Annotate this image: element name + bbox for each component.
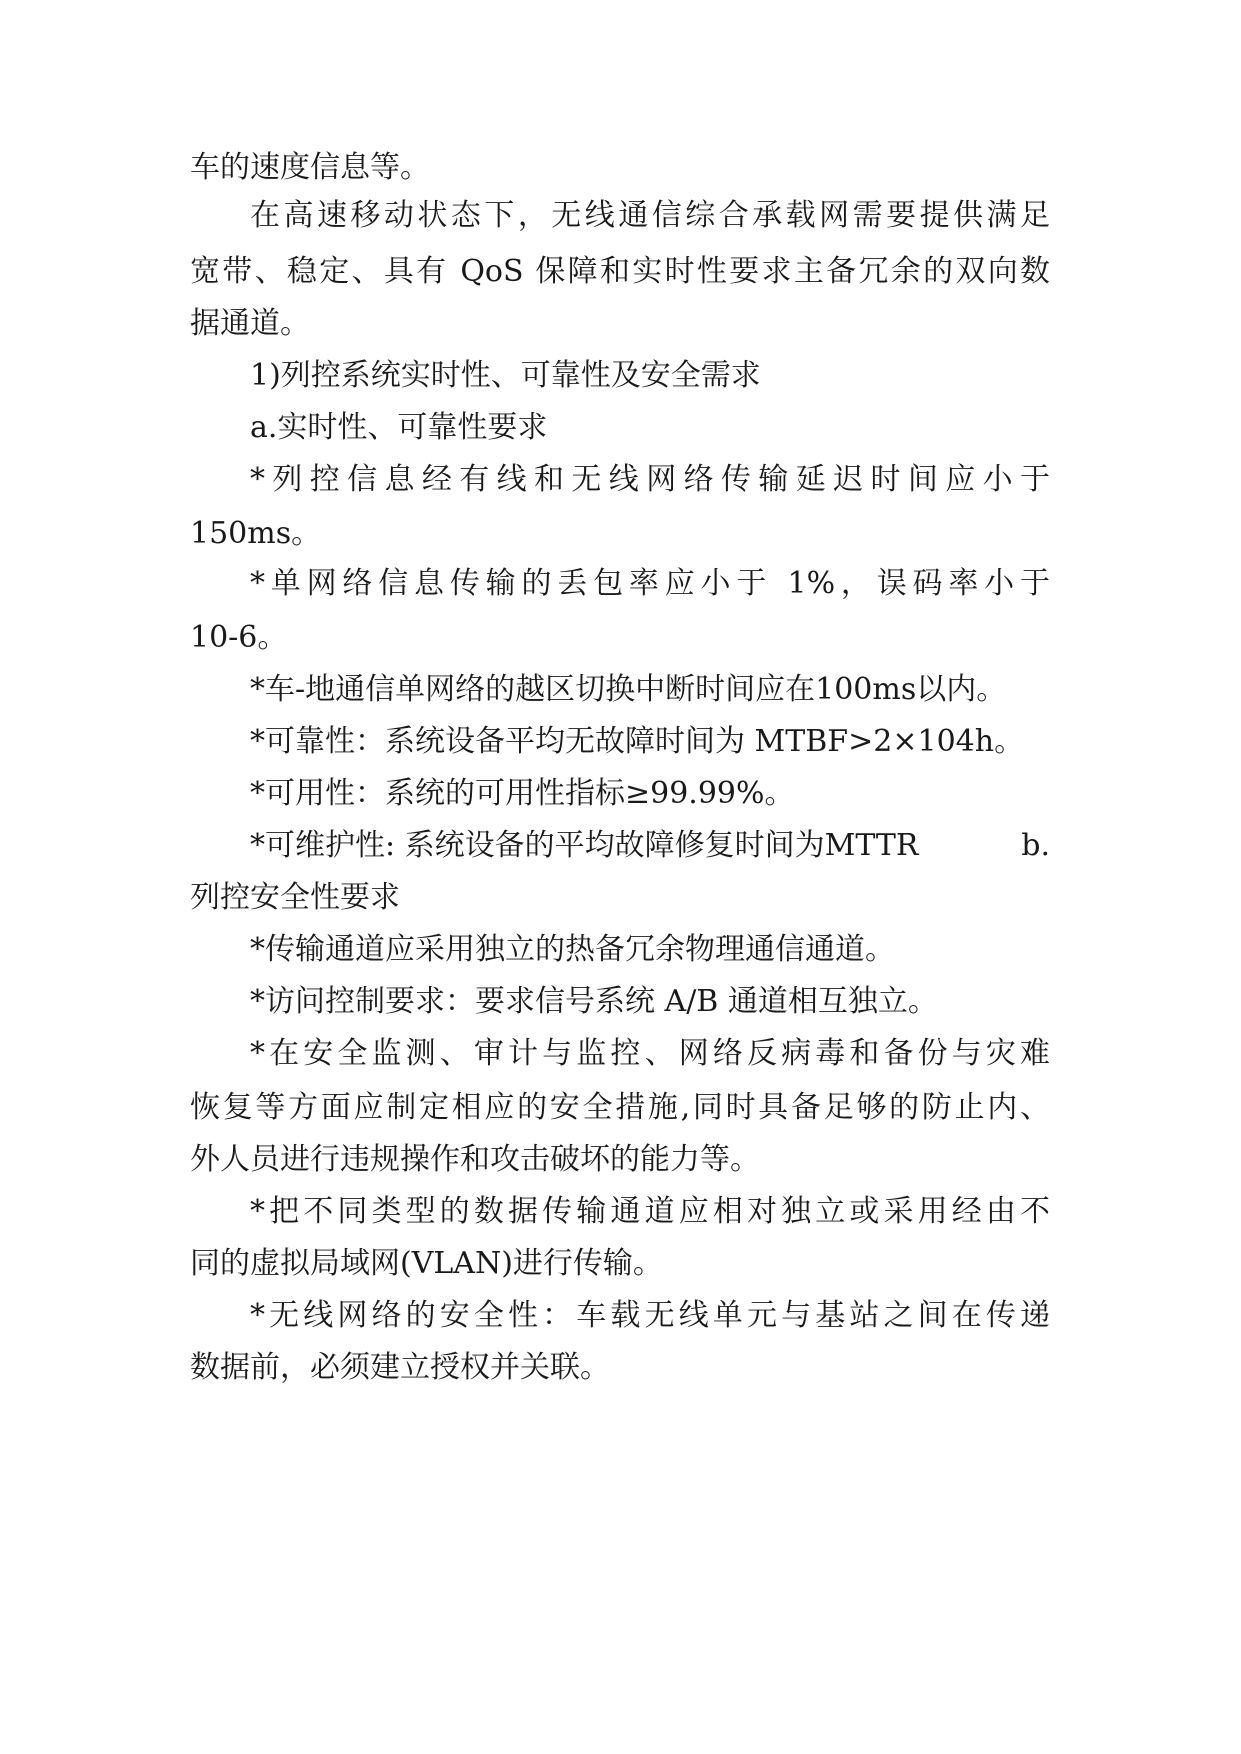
text-line: 车的速度信息等。 <box>190 150 430 185</box>
list-item: *车-地通信单网络的越区切换中断时间应在100ms以内。 <box>250 672 1007 707</box>
list-item-text: *可维护性: 系统设备的平均故障修复时间为MTTR <box>250 828 919 863</box>
text-line: 宽带、稳定、具有 QoS 保障和实时性要求主备冗余的双向数 <box>190 254 1050 289</box>
list-item: *单网络信息传输的丢包率应小于 1%，误码率小于 <box>250 566 1050 601</box>
list-item: *可用性：系统的可用性指标≥99.99%。 <box>250 776 795 811</box>
list-item: *传输通道应采用独立的热备冗余物理通信通道。 <box>250 932 895 967</box>
list-item: *把不同类型的数据传输通道应相对独立或采用经由不 <box>250 1194 1050 1229</box>
subsection-marker: b. <box>1021 828 1050 863</box>
list-item: *列控信息经有线和无线网络传输延迟时间应小于 <box>250 462 1050 497</box>
list-item: *在安全监测、审计与监控、网络反病毒和备份与灾难 <box>250 1036 1050 1071</box>
text-line: 恢复等方面应制定相应的安全措施,同时具备足够的防止内、 <box>190 1090 1050 1125</box>
subsection-heading: 列控安全性要求 <box>190 880 400 915</box>
text-line: 数据前，必须建立授权并关联。 <box>190 1350 610 1385</box>
text-line: 150ms。 <box>190 516 322 551</box>
text-line: 同的虚拟局域网(VLAN)进行传输。 <box>190 1246 663 1281</box>
subsection-heading: a.实时性、可靠性要求 <box>250 410 548 445</box>
list-item <box>250 824 1050 868</box>
list-item: *无线网络的安全性：车载无线单元与基站之间在传递 <box>250 1298 1050 1333</box>
text-line: 10-6。 <box>190 620 288 655</box>
text-line: 据通道。 <box>190 306 310 341</box>
list-item: *可靠性：系统设备平均无故障时间为 MTBF>2×104h。 <box>250 724 1025 759</box>
paragraph-first-line: 在高速移动状态下，无线通信综合承载网需要提供满足 <box>250 198 1050 233</box>
list-item: *访问控制要求：要求信号系统 A/B 通道相互独立。 <box>250 984 938 1019</box>
section-heading: 1)列控系统实时性、可靠性及安全需求 <box>250 358 761 393</box>
text-line: 外人员进行违规操作和攻击破坏的能力等。 <box>190 1142 760 1177</box>
